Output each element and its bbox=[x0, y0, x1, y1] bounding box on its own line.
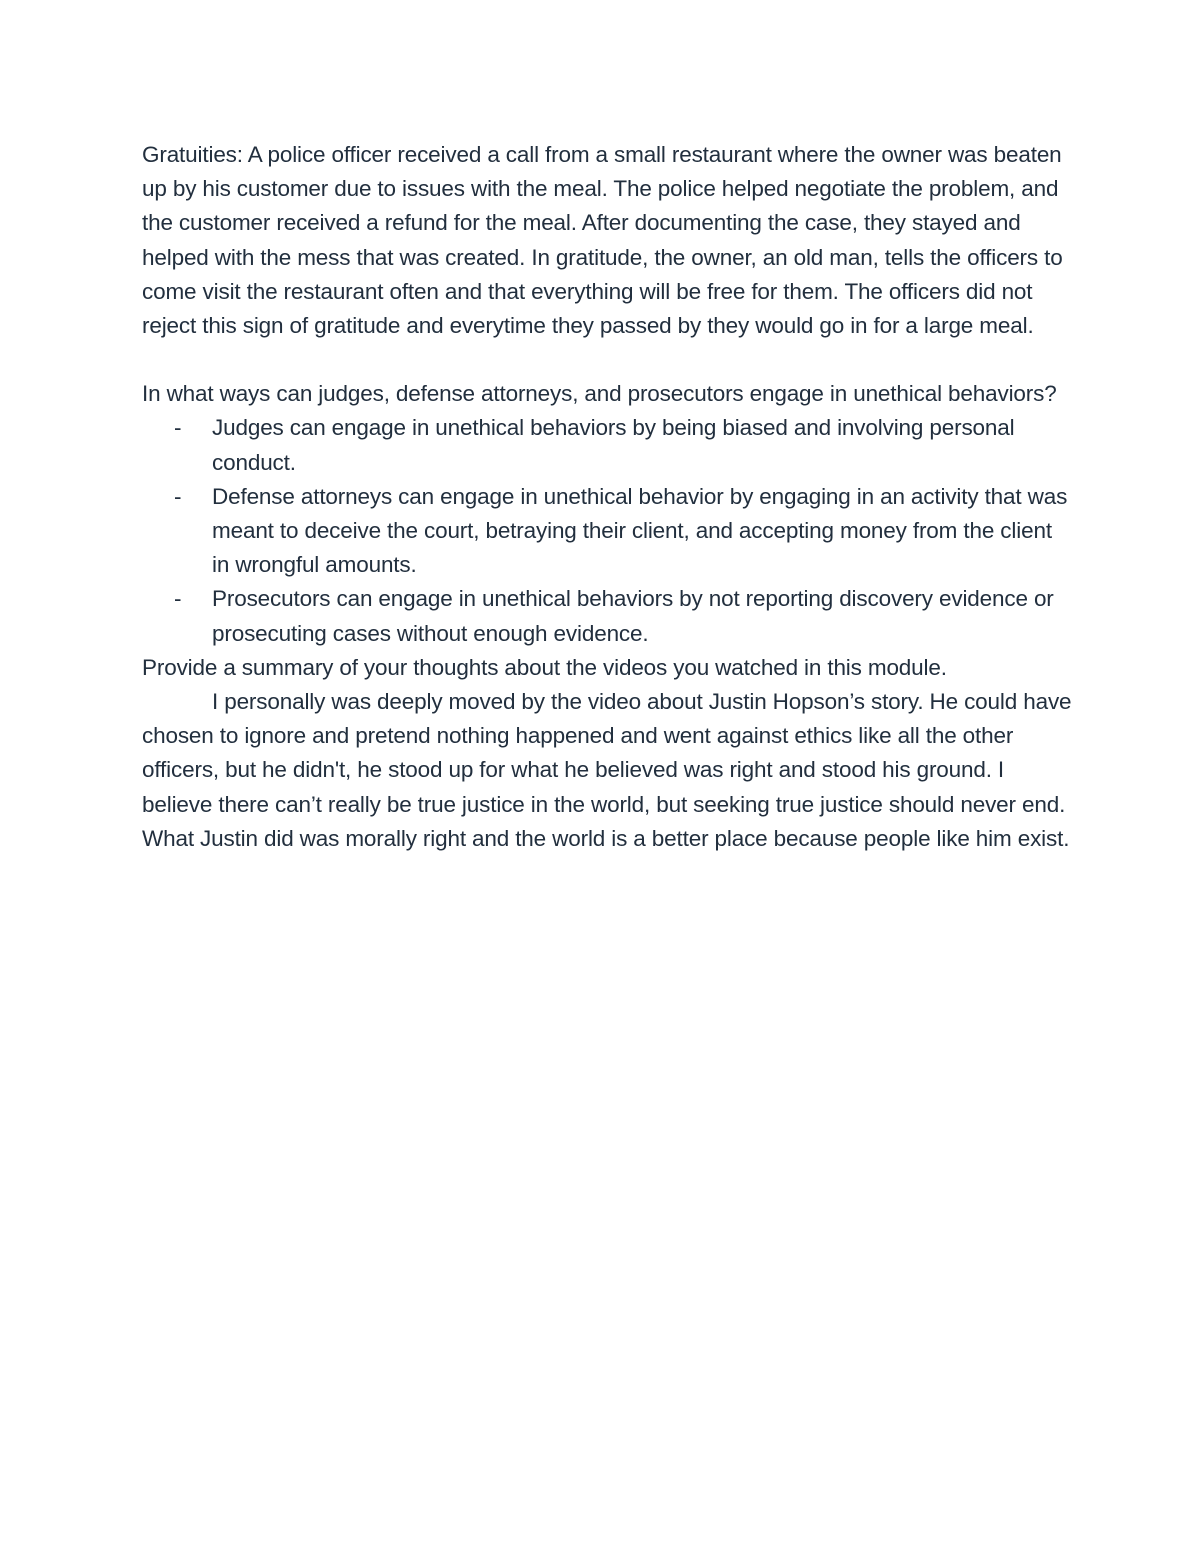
dash-bullet: - bbox=[174, 483, 182, 509]
list-item-text: Judges can engage in unethical behaviors by being biased and involving personal conduct. bbox=[212, 415, 1015, 475]
list-item-text: Defense attorneys can engage in unethical behavior by engaging in an activity that was meant to deceive the court, betraying their client, and accepting money from the client in wrongful amounts. bbox=[212, 483, 1068, 578]
list-item bbox=[142, 411, 1072, 479]
dash-bullet: - bbox=[174, 415, 182, 441]
question-summary: Provide a summary of your thoughts about the videos you watched in this module. bbox=[142, 654, 947, 680]
summary-paragraph: I personally was deeply moved by the video about Justin Hopson’s story. He could have chosen to ignore and pretend nothing happened and went against ethics like all the other officers, but he didn't, he stood up for what he believed was right and stood his ground. I believe there can’t really be true justice in the world, but seeking true justice should never end. What Justin did was morally right and the world is a better place because people like him exist. bbox=[142, 689, 1072, 851]
question-unethical-behaviors: In what ways can judges, defense attorneys, and prosecutors engage in unethical behaviors? bbox=[142, 381, 1057, 407]
gratuities-paragraph: Gratuities: A police officer received a call from a small restaurant where the owner was beaten up by his customer due to issues with the meal. The police helped negotiate the problem, and the customer received a refund for the meal. After documenting the case, they stayed and helped with the mess that was created. In gratitude, the owner, an old man, tells the officers to come visit the restaurant often and that everything will be free for them. The officers did not reject this sign of gratitude and everytime they passed by they would go in for a large meal. bbox=[142, 142, 1063, 339]
list-item bbox=[142, 480, 1072, 583]
answer-list bbox=[142, 411, 1072, 650]
dash-bullet: - bbox=[174, 586, 182, 612]
document-body bbox=[142, 138, 1072, 856]
paragraph-spacer bbox=[142, 343, 1072, 377]
list-item bbox=[142, 582, 1072, 650]
list-item-text: Prosecutors can engage in unethical behaviors by not reporting discovery evidence or prosecuting cases without enough evidence. bbox=[212, 586, 1054, 646]
